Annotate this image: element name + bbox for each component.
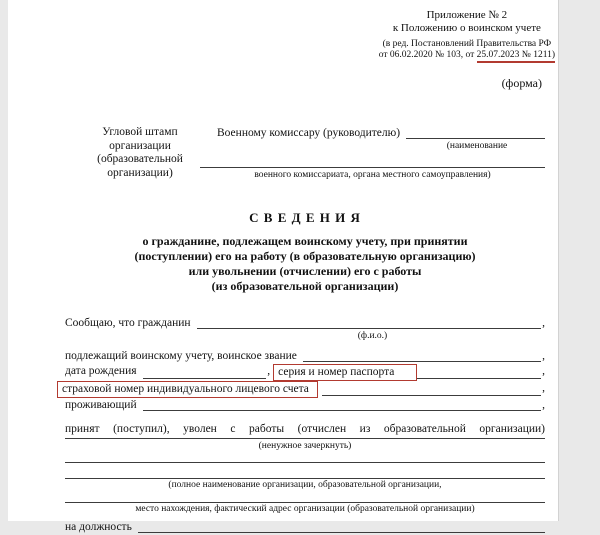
punctuation: , (542, 317, 545, 329)
stamp-line: Угловой штамп (102, 126, 178, 138)
residence-label: проживающий (65, 399, 137, 411)
punctuation: , (542, 382, 545, 394)
form-body (62, 316, 546, 535)
strike-out-caption: (ненужное зачеркнуть) (258, 441, 352, 451)
header-reference-block (379, 9, 555, 61)
birthdate-label: дата рождения (65, 365, 137, 377)
subtitle-line: о гражданине, подлежащем воинскому учету, при принятии (142, 234, 468, 248)
appendix-subtitle: к Положению о воинском учете (392, 22, 541, 34)
blank-field-line (200, 155, 545, 168)
punctuation: , (542, 399, 545, 411)
document-title: С В Е Д Е Н И Я (249, 210, 361, 225)
blank-field-line (65, 492, 545, 503)
stamp-line: организации (109, 139, 171, 152)
blank-field-line (322, 381, 541, 396)
stamp-line: организации) (107, 166, 173, 179)
stamp-line: (образовательной (97, 153, 183, 165)
blank-field-line (65, 455, 545, 463)
military-rank-label: подлежащий воинскому учету, воинское звание (65, 350, 297, 362)
citizen-name-row (65, 316, 545, 331)
org-address-caption: место нахождения, фактический адрес организации (образовательной организации) (135, 504, 475, 514)
citizen-name-label: Сообщаю, что гражданин (65, 317, 191, 329)
form-label: (форма) (501, 76, 542, 90)
position-label: на должность (65, 521, 132, 533)
appendix-number: Приложение № 2 (426, 9, 508, 21)
punctuation: , (542, 365, 546, 377)
addressee-fields (200, 126, 545, 181)
field-caption-name: (наименование (446, 141, 508, 151)
snils-row (62, 381, 545, 398)
subtitle-line: (из образовательной организации) (211, 279, 399, 293)
edition-note-line2 (379, 50, 555, 61)
blank-field-line (143, 364, 267, 379)
residence-row (65, 398, 545, 413)
fio-caption: (ф.и.о.) (357, 331, 388, 341)
edition-note-line1: (в ред. Постановлений Правительства РФ (382, 39, 552, 49)
field-caption-commissariat: военного комиссариата, органа местного самоуправления) (254, 170, 491, 180)
blank-field-line (197, 316, 542, 329)
subtitle-line: (поступлении) его на работу (в образовательную организацию) (134, 249, 476, 263)
passport-highlight-box (273, 364, 417, 381)
document-subtitle (65, 234, 545, 294)
addressee-block (65, 126, 545, 181)
blank-field-line (303, 349, 541, 362)
org-name-caption: (полное наименование организации, образовательной организации, (168, 480, 442, 490)
blank-field-line (406, 126, 545, 139)
punctuation: , (267, 365, 271, 377)
hired-dismissed-line: принят (поступил), уволен с работы (отчислен из образовательной организации) (65, 422, 545, 439)
addressee-label: Военному комиссару (руководителю) (217, 127, 401, 139)
military-rank-row (65, 349, 545, 364)
corner-stamp-placeholder (90, 126, 190, 181)
punctuation: , (542, 350, 545, 362)
birthdate-passport-row (65, 364, 545, 381)
blank-field-line (138, 520, 545, 533)
subtitle-line: или увольнении (отчислении) его с работы (188, 264, 422, 278)
passport-label: серия и номер паспорта (278, 366, 395, 378)
edition-highlight-underline: 25.07.2023 № 1211) (477, 50, 555, 63)
snils-highlight-box (57, 381, 318, 398)
blank-field-line (65, 463, 545, 479)
blank-field-line (417, 364, 541, 379)
snils-label: страховой номер индивидуального лицевого счета (62, 383, 309, 395)
edition-note-prefix: от 06.02.2020 № 103, от (378, 50, 477, 60)
blank-field-line (143, 398, 542, 411)
document-page (8, 0, 559, 533)
position-row-clipped (65, 520, 545, 535)
